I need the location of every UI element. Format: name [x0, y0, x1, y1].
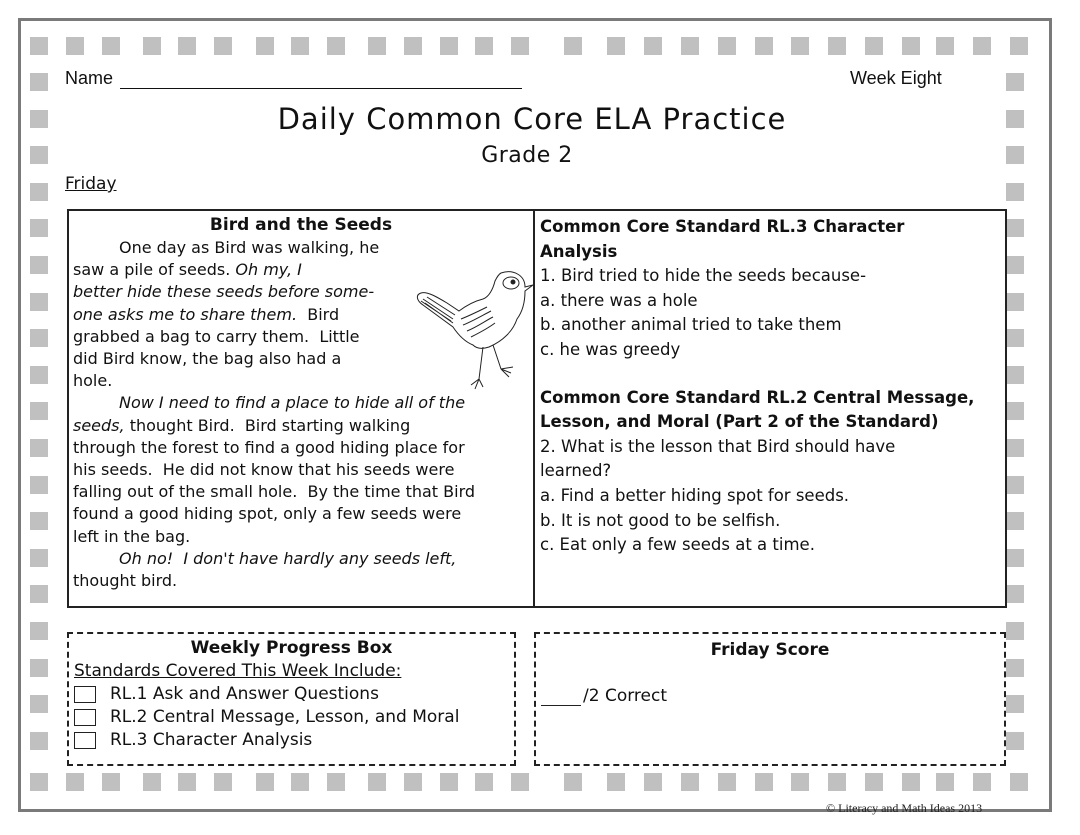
border-square [1006, 293, 1024, 311]
border-square [475, 773, 493, 791]
q2-standard: Common Core Standard RL.2 Central Message, [540, 387, 975, 407]
q1-option-a[interactable]: a. there was a hole [540, 290, 698, 310]
border-square [30, 37, 48, 55]
day-label: Friday [65, 174, 117, 194]
border-square [902, 37, 920, 55]
checkbox[interactable] [74, 686, 96, 703]
border-square [291, 773, 309, 791]
border-square [327, 773, 345, 791]
border-square [404, 773, 422, 791]
story-text-run: through the forest to find a good hiding place for [73, 437, 465, 457]
border-square [30, 732, 48, 750]
border-square [936, 37, 954, 55]
q2-prompt: 2. What is the lesson that Bird should have [540, 436, 896, 456]
week-label: Week Eight [850, 68, 942, 88]
border-square [1010, 37, 1028, 55]
border-square [1006, 659, 1024, 677]
border-square [1006, 476, 1024, 494]
border-square [30, 549, 48, 567]
border-square [1006, 73, 1024, 91]
bird-icon [413, 261, 533, 391]
story-line [73, 548, 529, 570]
border-square [1006, 329, 1024, 347]
story-text-run: falling out of the small hole. By the time that Bird [73, 482, 476, 502]
story-title: Bird and the Seeds [209, 215, 393, 235]
border-square [66, 773, 84, 791]
border-square [30, 329, 48, 347]
spacer [540, 363, 1002, 386]
border-square [936, 773, 954, 791]
q1-option-b[interactable]: b. another animal tried to take them [540, 315, 842, 335]
story-text-run: left in the bag. [73, 526, 191, 546]
name-label: Name [65, 68, 114, 88]
border-square [1006, 366, 1024, 384]
progress-item-rl1 [74, 684, 379, 704]
border-square [1006, 622, 1024, 640]
border-square [256, 37, 274, 55]
border-square [30, 622, 48, 640]
border-square [66, 37, 84, 55]
story-text-run: did Bird know, the bag also had a [73, 349, 342, 369]
story-text-run: Now I need to find a place to hide all of the [119, 393, 466, 413]
q2-option-a[interactable]: a. Find a better hiding spot for seeds. [540, 485, 850, 505]
border-square [30, 73, 48, 91]
border-square [368, 37, 386, 55]
story-text-run: One day as Bird was walking, he [119, 238, 380, 257]
border-square [1006, 585, 1024, 603]
story-line [73, 481, 529, 503]
story-text-run: grabbed a bag to carry them. Little [73, 326, 360, 346]
border-square [791, 37, 809, 55]
progress-item-rl2 [74, 707, 459, 727]
story-text-run: thought bird. [73, 571, 178, 591]
border-square [1006, 183, 1024, 201]
border-square [214, 773, 232, 791]
border-square [440, 37, 458, 55]
border-square [368, 773, 386, 791]
progress-item-label: RL.2 Central Message, Lesson, and Moral [110, 707, 460, 727]
border-square [1006, 439, 1024, 457]
border-square [973, 773, 991, 791]
border-square [214, 37, 232, 55]
border-square [718, 773, 736, 791]
progress-title: Weekly Progress Box [190, 638, 393, 658]
score-text: /2 Correct [583, 686, 667, 706]
border-square [30, 659, 48, 677]
q1-standard: Common Core Standard RL.3 Character [540, 217, 905, 236]
story-line [73, 437, 529, 459]
border-square [755, 37, 773, 55]
story-text-run: found a good hiding spot, only a few seeds were [73, 504, 462, 524]
story-line [73, 459, 529, 481]
q2-prompt-cont: learned? [540, 461, 612, 481]
q2-standard-cont: Lesson, and Moral (Part 2 of the Standard) [540, 412, 939, 432]
border-square [644, 37, 662, 55]
story-text-run: thought Bird. Bird starting walking [124, 415, 411, 435]
progress-subtitle: Standards Covered This Week Include: [74, 661, 402, 681]
grade-label: Grade 2 [481, 143, 573, 168]
border-square [1006, 732, 1024, 750]
border-square [1006, 219, 1024, 237]
story-text-run: Oh no! I don't have hardly any seeds left, [119, 548, 457, 568]
border-square [30, 695, 48, 713]
border-square [791, 773, 809, 791]
story-line [73, 392, 529, 414]
border-square [30, 183, 48, 201]
border-square [973, 37, 991, 55]
border-square [511, 37, 529, 55]
border-square [30, 476, 48, 494]
q2-option-b[interactable]: b. It is not good to be selfish. [540, 510, 781, 530]
border-square [30, 366, 48, 384]
border-square [607, 773, 625, 791]
border-square [607, 37, 625, 55]
story-text-run: Oh my, I [235, 260, 302, 280]
story-text-run: seeds, [73, 415, 125, 435]
border-square [30, 773, 48, 791]
border-square [1006, 402, 1024, 420]
border-square [564, 773, 582, 791]
score-line [541, 686, 667, 706]
border-square [475, 37, 493, 55]
page-title: Daily Common Core ELA Practice [277, 102, 787, 136]
story-line [73, 526, 529, 548]
border-square [644, 773, 662, 791]
border-square [440, 773, 458, 791]
border-square [143, 773, 161, 791]
border-square [564, 37, 582, 55]
progress-item-label: RL.1 Ask and Answer Questions [110, 684, 379, 704]
border-square [30, 585, 48, 603]
progress-item-rl3 [74, 730, 312, 750]
border-square [102, 37, 120, 55]
progress-item-label: RL.3 Character Analysis [110, 730, 313, 750]
weekly-progress-box [67, 632, 516, 766]
border-square [828, 37, 846, 55]
border-square [828, 773, 846, 791]
border-square [1006, 512, 1024, 530]
border-square [30, 402, 48, 420]
checkbox[interactable] [74, 732, 96, 749]
border-square [681, 773, 699, 791]
checkbox[interactable] [74, 709, 96, 726]
name-input-line[interactable] [120, 88, 522, 89]
copyright: © Literacy and Math Ideas 2013 [826, 801, 983, 815]
q2-option-c[interactable]: c. Eat only a few seeds at a time. [540, 535, 815, 555]
border-square [1010, 773, 1028, 791]
q1-standard-cont: Analysis [540, 241, 618, 261]
score-input-line[interactable] [541, 689, 581, 706]
border-square [30, 219, 48, 237]
questions-panel [533, 209, 1007, 608]
border-square [30, 512, 48, 530]
border-square [755, 773, 773, 791]
story-text-run: Bird [297, 304, 340, 324]
story-panel [67, 209, 535, 608]
border-square [143, 37, 161, 55]
story-text-run: better hide these seeds before some- [73, 282, 375, 302]
story-line [73, 237, 529, 259]
story-text-run: his seeds. He did not know that his seeds were [73, 460, 455, 480]
friday-score-box [534, 632, 1006, 766]
border-square [865, 37, 883, 55]
border-square [902, 773, 920, 791]
border-square [30, 256, 48, 274]
border-square [327, 37, 345, 55]
border-square [1006, 256, 1024, 274]
story-line [73, 570, 529, 592]
border-square [291, 37, 309, 55]
story-text-run: one asks me to share them. [73, 304, 298, 324]
story-text-run: hole. [73, 371, 113, 391]
border-square [404, 37, 422, 55]
border-square [178, 37, 196, 55]
border-square [1006, 695, 1024, 713]
story-text-run: saw a pile of seeds. [73, 260, 236, 280]
score-title: Friday Score [710, 640, 830, 660]
story-line [73, 503, 529, 525]
border-square [256, 773, 274, 791]
q1-option-c[interactable]: c. he was greedy [540, 339, 681, 359]
border-square [30, 439, 48, 457]
border-square [865, 773, 883, 791]
story-line [73, 415, 529, 437]
q1-prompt: 1. Bird tried to hide the seeds because- [540, 266, 867, 286]
border-square [178, 773, 196, 791]
border-square [681, 37, 699, 55]
border-square [102, 773, 120, 791]
border-square [1006, 549, 1024, 567]
border-square [30, 293, 48, 311]
border-square [718, 37, 736, 55]
border-square [511, 773, 529, 791]
